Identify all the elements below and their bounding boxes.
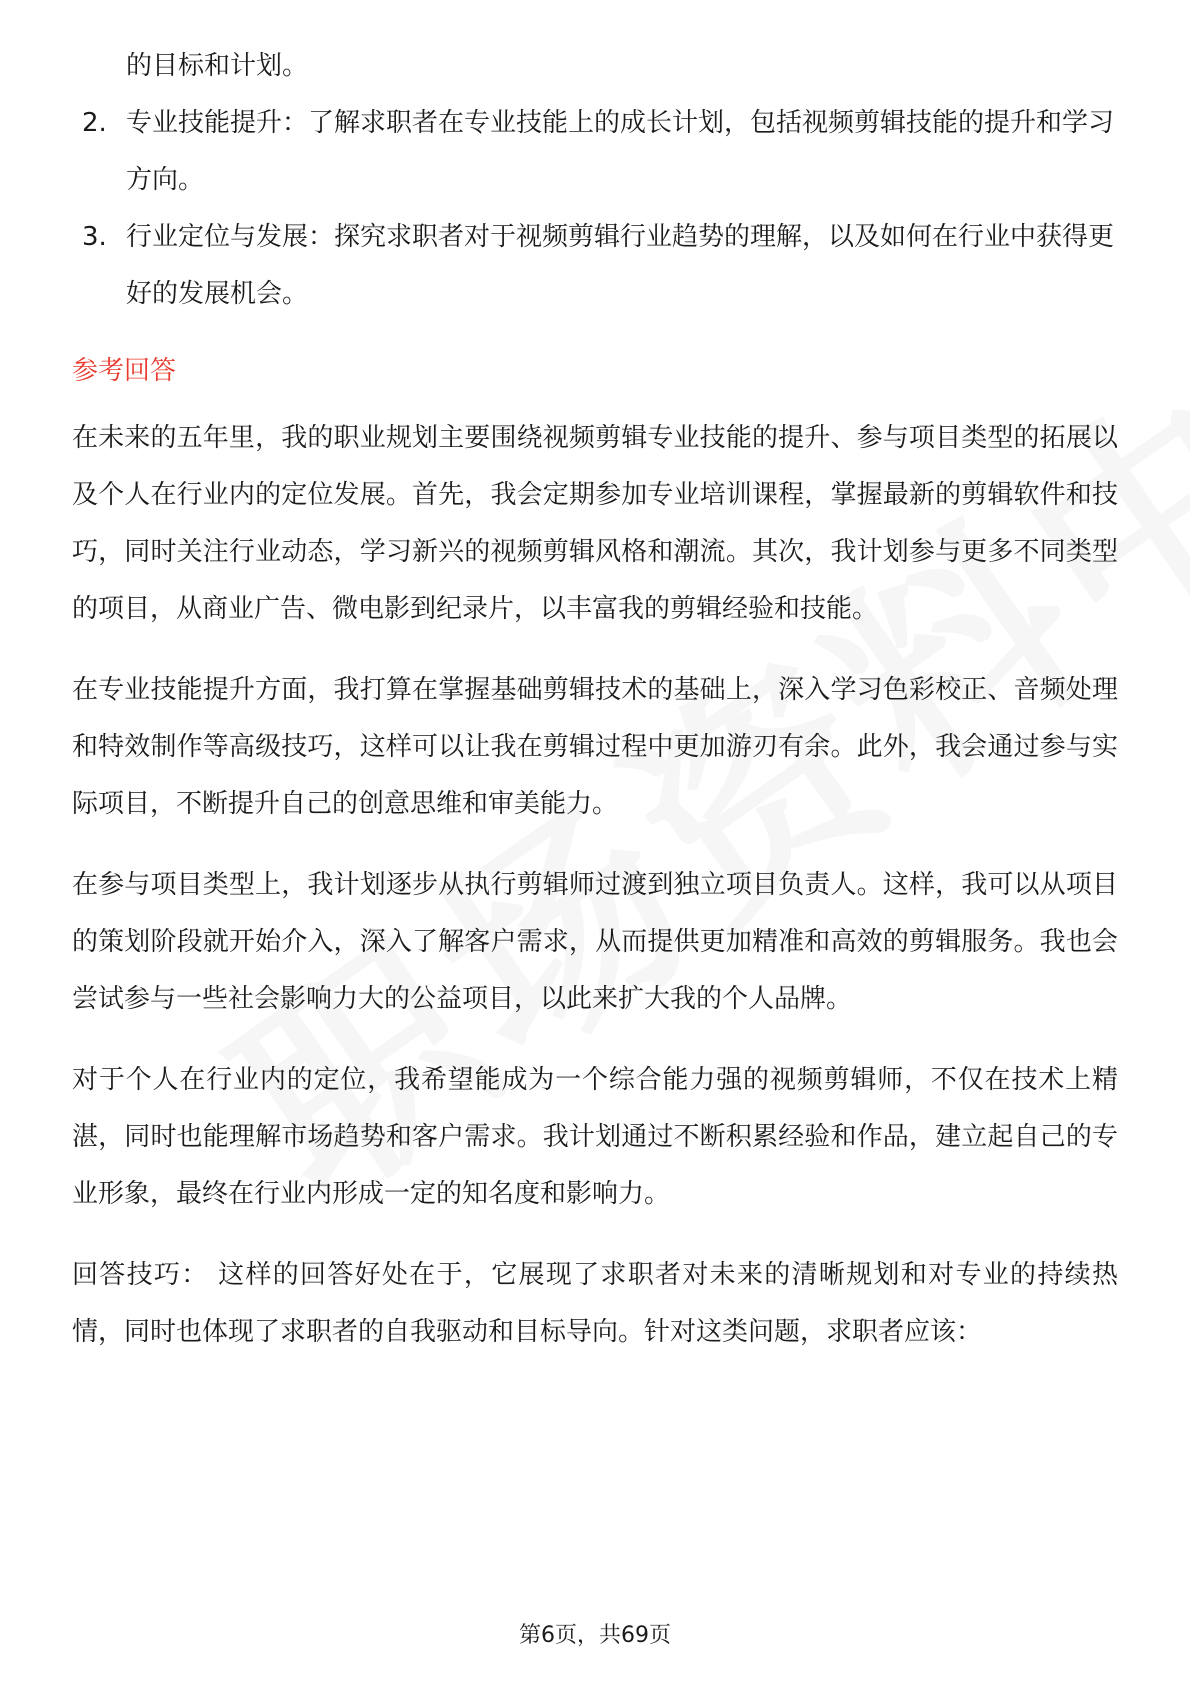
list-number: 3. xyxy=(82,222,107,252)
paragraph: 在未来的五年里，我的职业规划主要围绕视频剪辑专业技能的提升、参与项目类型的拓展以及个人在行业内的定位发展。首先，我会定期参加专业培训课程，掌握最新的剪辑软件和技巧，同时关注行业动态，学习新兴的视频剪辑风格和潮流。其次，我计划参与更多不同类型的项目，从商业广告、微电影到纪录片，以丰富我的剪辑经验和技能。 xyxy=(72,423,1118,624)
numbered-list xyxy=(72,95,1118,323)
continuation-text: 的目标和计划。 xyxy=(126,51,309,81)
list-text: 专业技能提升：了解求职者在专业技能上的成长计划，包括视频剪辑技能的提升和学习方向。 xyxy=(126,108,1115,195)
paragraph: 在参与项目类型上，我计划逐步从执行剪辑师过渡到独立项目负责人。这样，我可以从项目的策划阶段就开始介入，深入了解客户需求，从而提供更加精准和高效的剪辑服务。我也会尝试参与一些社会影响力大的公益项目，以此来扩大我的个人品牌。 xyxy=(72,870,1118,1014)
list-number: 2. xyxy=(82,108,107,138)
section-title: 参考回答 xyxy=(72,356,177,386)
list-item xyxy=(72,209,1118,323)
list-text: 行业定位与发展：探究求职者对于视频剪辑行业趋势的理解，以及如何在行业中获得更好的发展机会。 xyxy=(126,222,1115,309)
paragraph: 回答技巧： 这样的回答好处在于，它展现了求职者对未来的清晰规划和对专业的持续热情，同时也体现了求职者的自我驱动和目标导向。针对这类问题，求职者应该： xyxy=(72,1260,1118,1347)
paragraph: 在专业技能提升方面，我打算在掌握基础剪辑技术的基础上，深入学习色彩校正、音频处理和特效制作等高级技巧，这样可以让我在剪辑过程中更加游刃有余。此外，我会通过参与实际项目，不断提升自己的创意思维和审美能力。 xyxy=(72,675,1118,819)
paragraph: 对于个人在行业内的定位，我希望能成为一个综合能力强的视频剪辑师，不仅在技术上精湛，同时也能理解市场趋势和客户需求。我计划通过不断积累经验和作品，建立起自己的专业形象，最终在行业内形成一定的知名度和影响力。 xyxy=(72,1065,1118,1209)
page-footer: 第6页，共69页 xyxy=(519,1623,671,1648)
list-item xyxy=(72,95,1118,209)
page-content xyxy=(72,38,1118,1385)
